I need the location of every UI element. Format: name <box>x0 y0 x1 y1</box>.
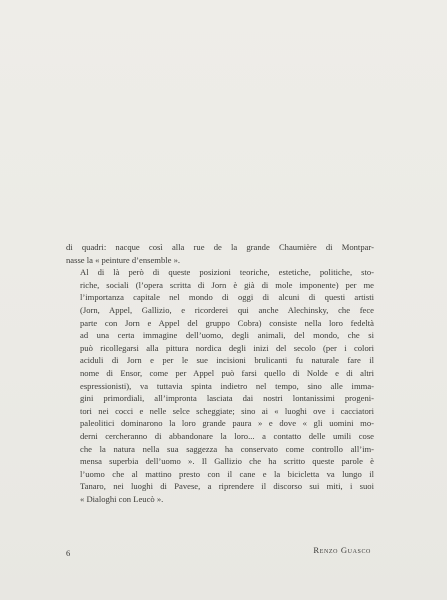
text-line: tori nei cocci e nelle selce scheggiate; sino ai « luoghi ove i cacciatori <box>80 405 374 416</box>
author-signature: Renzo Guasco <box>313 545 371 555</box>
text-line: di quadri: nacque così alla rue de la grande Chaumière di Montpar- <box>66 242 374 252</box>
text-line: aciduli di Jorn e per le sue incisioni brulicanti fu naturale fare il <box>80 355 374 366</box>
text-line: (Jorn, Appel, Gallizio, e ricorderei qui anche Alechinsky, che fece <box>80 304 374 315</box>
paragraph-1 <box>66 241 374 266</box>
text-line: nasse la « peinture d’ensemble ». <box>66 254 181 265</box>
text-line: « Dialoghi con Leucò ». <box>80 493 164 504</box>
text-line: Tanaro, nei luoghi di Pavese, a riprendere il discorso sui miti, i suoi <box>80 481 374 492</box>
text-line: paleolitici dominarono la loro grande paura » e dove « gli uomini mo- <box>80 418 374 429</box>
text-line: riche, sociali (l’opera scritta di Jorn è già di mole imponente) per me <box>80 279 374 290</box>
text-line: parte con Jorn e Appel del gruppo Cobra) consiste nella loro fedeltà <box>80 317 374 328</box>
text-line: può ricollegarsi alla pittura nordica degli inizi del secolo (per i colori <box>80 342 374 353</box>
text-line: derni cercheranno di abbandonare la loro... a contatto delle umili cose <box>80 430 374 441</box>
page-number: 6 <box>66 548 71 558</box>
text-line: nome di Ensor, come per Appel può farsi quello di Nolde e di altri <box>80 367 374 378</box>
paragraph-2 <box>66 266 374 505</box>
text-line: ad una certa immagine dell’uomo, degli animali, del mondo, che si <box>80 330 374 341</box>
text-line: che la natura nella sua saggezza ha conservato come controllo all’im- <box>80 443 374 454</box>
body-text <box>66 241 374 505</box>
text-line: l’uomo che al mattino presto con il cane e la bicicletta va lungo il <box>80 468 374 479</box>
text-line: Al di là però di queste posizioni teoriche, estetiche, politiche, sto- <box>80 267 374 278</box>
text-line: l’importanza capitale nel mondo di oggi di alcuni di questi artisti <box>80 292 374 303</box>
text-line: gini primordiali, all’impronta lasciata dai nostri lontanissimi progeni- <box>80 393 374 404</box>
text-line: espressionisti), va tuttavia spinta indietro nel tempo, sino alle imma- <box>80 380 374 391</box>
text-line: mensa superbia dell’uomo ». Il Gallizio che ha scritto queste parole è <box>80 456 374 467</box>
